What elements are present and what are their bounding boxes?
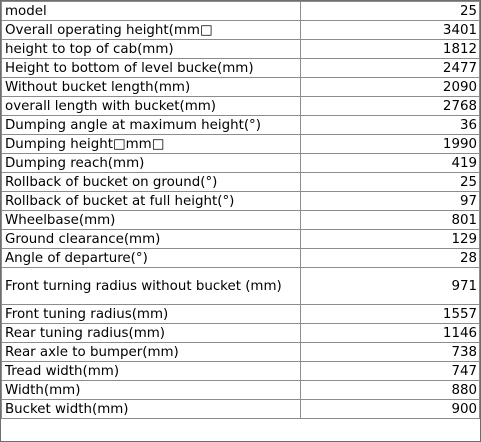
table-row: [2, 135, 480, 154]
table-row: [2, 192, 480, 211]
table-row: [2, 154, 480, 173]
spec-value: 25: [301, 2, 480, 21]
spec-label: Front turning radius without bucket (mm): [2, 268, 301, 305]
spec-value: 1146: [301, 324, 480, 343]
spec-label: Dumping angle at maximum height(°): [2, 116, 301, 135]
spec-value: 1557: [301, 305, 480, 324]
table-row: [2, 343, 480, 362]
spec-value: 25: [301, 173, 480, 192]
table-row: [2, 381, 480, 400]
spec-label: Angle of departure(°): [2, 249, 301, 268]
spec-label: Height to bottom of level bucke(mm): [2, 59, 301, 78]
spec-label: model: [2, 2, 301, 21]
table-row: [2, 249, 480, 268]
spec-value: 2477: [301, 59, 480, 78]
spec-label: Dumping height□mm□: [2, 135, 301, 154]
spec-value: 2090: [301, 78, 480, 97]
table-row: [2, 59, 480, 78]
spec-value: 900: [301, 400, 480, 419]
spec-value: 129: [301, 230, 480, 249]
table-row: [2, 2, 480, 21]
table-row: [2, 97, 480, 116]
spec-label: Wheelbase(mm): [2, 211, 301, 230]
table-row: [2, 400, 480, 419]
spec-label: height to top of cab(mm): [2, 40, 301, 59]
spec-label: Rear axle to bumper(mm): [2, 343, 301, 362]
spec-value: 36: [301, 116, 480, 135]
table-row: [2, 116, 480, 135]
spec-value: 97: [301, 192, 480, 211]
spec-label: Overall operating height(mm□: [2, 21, 301, 40]
spec-label: Ground clearance(mm): [2, 230, 301, 249]
table-row: [2, 305, 480, 324]
spec-label: Rollback of bucket on ground(°): [2, 173, 301, 192]
table-row: [2, 40, 480, 59]
spec-label: Dumping reach(mm): [2, 154, 301, 173]
spec-label: Front tuning radius(mm): [2, 305, 301, 324]
spec-label: Rollback of bucket at full height(°): [2, 192, 301, 211]
spec-table-body: [2, 2, 480, 419]
spec-value: 971: [301, 268, 480, 305]
table-row: [2, 362, 480, 381]
table-row: [2, 173, 480, 192]
spec-value: 1990: [301, 135, 480, 154]
table-row: [2, 78, 480, 97]
spec-label: Rear tuning radius(mm): [2, 324, 301, 343]
table-row: [2, 268, 480, 305]
spec-table: [1, 1, 480, 419]
spec-label: Width(mm): [2, 381, 301, 400]
table-row: [2, 230, 480, 249]
spec-value: 28: [301, 249, 480, 268]
spec-value: 419: [301, 154, 480, 173]
spec-label: Bucket width(mm): [2, 400, 301, 419]
spec-value: 738: [301, 343, 480, 362]
spec-label: Tread width(mm): [2, 362, 301, 381]
spec-value: 3401: [301, 21, 480, 40]
spec-value: 747: [301, 362, 480, 381]
spec-value: 1812: [301, 40, 480, 59]
table-row: [2, 21, 480, 40]
table-row: [2, 211, 480, 230]
spec-value: 2768: [301, 97, 480, 116]
table-row: [2, 324, 480, 343]
spec-label: Without bucket length(mm): [2, 78, 301, 97]
spec-label: overall length with bucket(mm): [2, 97, 301, 116]
spec-value: 880: [301, 381, 480, 400]
spec-value: 801: [301, 211, 480, 230]
